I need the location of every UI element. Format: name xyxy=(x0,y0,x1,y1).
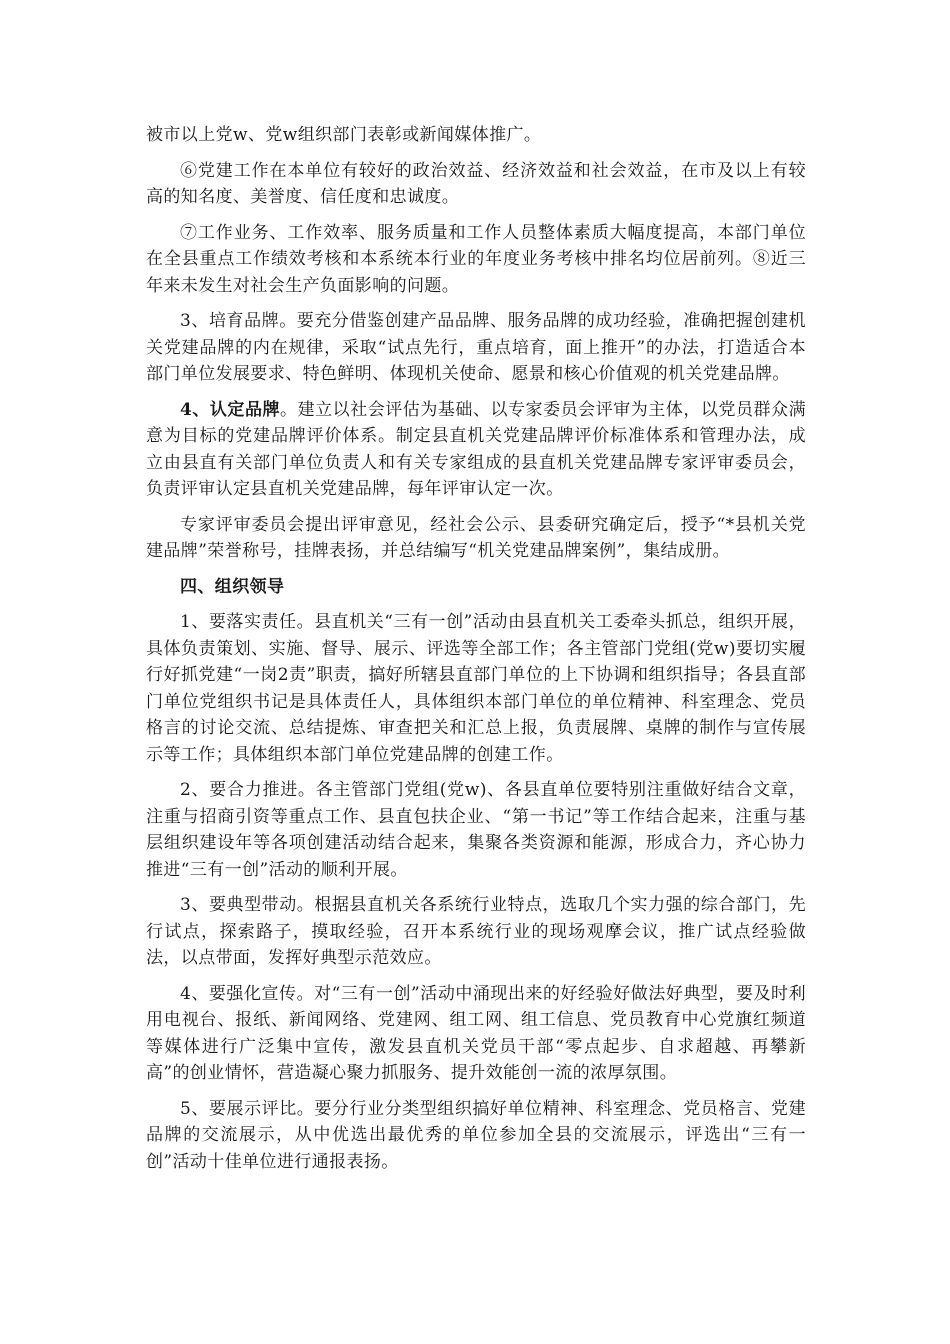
paragraph-continuation xyxy=(146,122,806,149)
paragraph-lead-bold: 4、认定品牌 xyxy=(180,399,281,420)
paragraph-joint-promotion xyxy=(146,777,806,883)
paragraph-typical-lead xyxy=(146,892,806,972)
paragraph-text: 2、要合力推进。各主管部门党组(党w)、各县直单位要特别注重做好结合文章，注重与招商引资等重点工作、县直包扶企业、“第一书记”等工作结合起来，注重与基层组织建设年等各项创建活动结合起来，集聚各类资源和能源，形成合力，齐心协力推进“三有一创”活动的顺利开展。 xyxy=(146,780,806,880)
paragraph-responsibility xyxy=(146,609,806,768)
paragraph-criterion-6 xyxy=(146,158,806,211)
paragraph-certify-brand xyxy=(146,397,806,503)
paragraph-text: 被市以上党w、党w组织部门表彰或新闻媒体推广。 xyxy=(146,125,542,145)
paragraph-text: 3、培育品牌。要充分借鉴创建产品品牌、服务品牌的成功经验，准确把握创建机关党建品牌的内在规律，采取“试点先行，重点培育，面上推开”的办法，打造适合本部门单位发展要求、特色鲜明、体现机关使命、愿景和核心价值观的机关党建品牌。 xyxy=(146,311,806,384)
paragraph-cultivate-brand xyxy=(146,308,806,388)
paragraph-showcase-evaluation xyxy=(146,1096,806,1176)
paragraph-text: 1、要落实责任。县直机关“三有一创”活动由县直机关工委牵头抓总，组织开展，具体负责策划、实施、督导、展示、评选等全部工作；各主管部门党组(党w)要切实履行好抓党建“一岗2责”职责，搞好所辖县直部门单位的上下协调和组织指导；各县直部门单位党组织书记是具体责任人，具体组织本部门单位的单位精神、科室理念、党员格言的讨论交流、总结提炼、审查把关和汇总上报，负责展牌、桌牌的制作与宣传展示等工作；具体组织本部门单位党建品牌的创建工作。 xyxy=(146,612,806,765)
paragraph-text: ⑥党建工作在本单位有较好的政治效益、经济效益和社会效益，在市及以上有较高的知名度、美誉度、信任度和忠诚度。 xyxy=(146,160,806,207)
paragraph-expert-review xyxy=(146,512,806,565)
paragraph-criterion-7-8 xyxy=(146,220,806,300)
paragraph-text: 3、要典型带动。根据县直机关各系统行业特点，选取几个实力强的综合部门，先行试点，探索路子，摸取经验，召开本系统行业的现场观摩会议，推广试点经验做法，以点带面，发挥好典型示范效应。 xyxy=(146,895,806,968)
paragraph-text: ⑦工作业务、工作效率、服务质量和工作人员整体素质大幅度提高，本部门单位在全县重点工作绩效考核和本系统本行业的年度业务考核中排名均位居前列。⑧近三年来未发生对社会生产负面影响的问题。 xyxy=(146,222,806,296)
paragraph-text: 专家评审委员会提出评审意见，经社会公示、县委研究确定后，授予“*县机关党建品牌”荣誉称号，挂牌表扬，并总结编写“机关党建品牌案例”，集结成册。 xyxy=(146,514,806,561)
paragraph-publicity xyxy=(146,981,806,1087)
section-heading: 四、组织领导 xyxy=(180,576,285,597)
document-page xyxy=(146,122,806,1184)
paragraph-text: 5、要展示评比。要分行业分类型组织搞好单位精神、科室理念、党员格言、党建品牌的交流展示，从中优选出最优秀的单位参加全县的交流展示，评选出“三有一创”活动十佳单位进行通报表扬。 xyxy=(146,1098,806,1172)
paragraph-text: 。建立以社会评估为基础、以专家委员会评审为主体，以党员群众满意为目标的党建品牌评价体系。制定县直机关党建品牌评价标准体系和管理办法，成立由县直有关部门单位负责人和有关专家组成的县直机关党建品牌专家评审委员会，负责评审认定县直机关党建品牌，每年评审认定一次。 xyxy=(146,399,806,499)
paragraph-text: 4、要强化宣传。对“三有一创”活动中涌现出来的好经验好做法好典型，要及时利用电视台、报纸、新闻网络、党建网、组工网、组工信息、党员教育中心党旗红频道等媒体进行广泛集中宣传，激发县直机关党员干部“零点起步、自求超越、再攀新高”的创业情怀，营造凝心聚力抓服务、提升效能创一流的浓厚氛围。 xyxy=(146,983,806,1083)
